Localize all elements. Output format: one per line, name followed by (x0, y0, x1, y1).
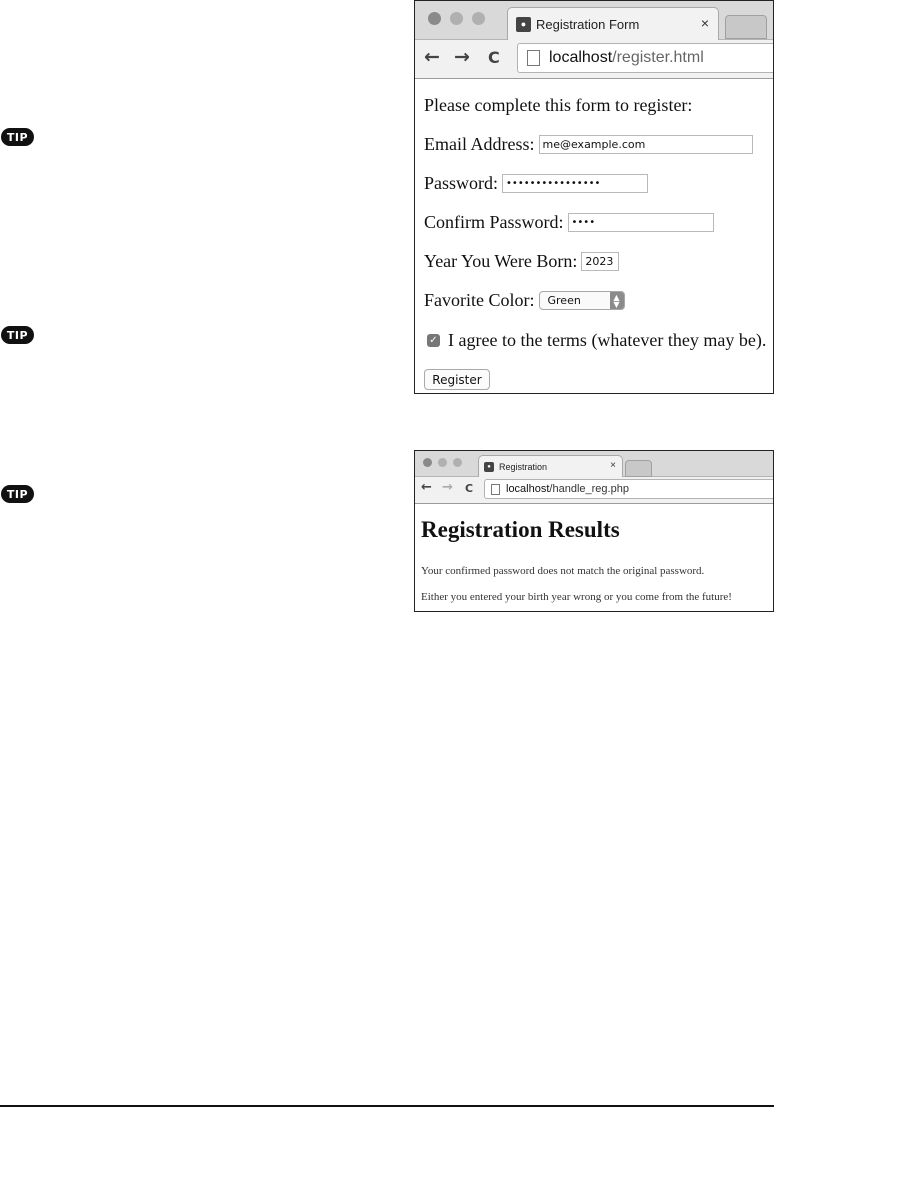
tab-registration-form[interactable] (507, 7, 719, 40)
confirm-password-row (424, 212, 714, 233)
new-tab-button[interactable] (725, 15, 767, 39)
title-bar (415, 1, 773, 40)
back-arrow-icon[interactable]: ← (424, 46, 440, 68)
password-field[interactable]: •••••••••••••••• (502, 174, 648, 193)
close-tab-icon[interactable]: × (610, 460, 616, 471)
apple-favicon-icon: ● (484, 462, 494, 472)
form-intro (424, 95, 692, 116)
tab-registration[interactable] (478, 455, 623, 477)
tip-icon: TIP (1, 128, 34, 146)
email-label: Email Address: (424, 134, 535, 154)
close-window-dot[interactable] (423, 458, 432, 467)
birth-year-message: Either you entered your birth year wrong or you come from the future! (421, 591, 732, 603)
page-icon (491, 484, 500, 495)
favorite-color-row (424, 290, 625, 311)
minimize-window-dot[interactable] (438, 458, 447, 467)
forward-arrow-icon[interactable]: → (442, 480, 453, 495)
url-path: /handle_reg.php (549, 483, 629, 495)
intro-text: Please complete this form to register: (424, 95, 693, 115)
zoom-window-dot[interactable] (453, 458, 462, 467)
password-row (424, 173, 648, 194)
reload-icon[interactable]: C (465, 482, 474, 495)
new-tab-button[interactable] (625, 460, 652, 477)
registration-form-window (414, 0, 774, 394)
password-label: Password: (424, 173, 499, 193)
terms-checkbox[interactable]: ✓ (427, 334, 440, 347)
confirm-password-label: Confirm Password: (424, 212, 564, 232)
register-button[interactable]: Register (424, 369, 490, 390)
url-host: localhost (549, 49, 613, 66)
title-bar (415, 451, 773, 477)
selected-color: Green (547, 294, 581, 307)
birth-year-label: Year You Were Born: (424, 251, 578, 271)
tip-icon: TIP (1, 485, 34, 503)
results-window (414, 450, 774, 612)
close-window-dot[interactable] (428, 12, 441, 25)
form-content (415, 78, 773, 393)
address-bar[interactable] (484, 479, 774, 499)
terms-row (424, 330, 766, 351)
url-host: localhost (506, 483, 550, 495)
tip-icon: TIP (1, 326, 34, 344)
reload-icon[interactable]: C (488, 48, 500, 67)
select-arrows-icon: ▲ ▼ (610, 292, 624, 309)
page-icon (527, 50, 540, 66)
password-mismatch-message: Your confirmed password does not match the original password. (421, 565, 705, 577)
email-field[interactable]: me@example.com (539, 135, 753, 154)
email-row (424, 134, 753, 155)
confirm-password-field[interactable]: •••• (568, 213, 714, 232)
favorite-color-select[interactable] (539, 291, 625, 310)
forward-arrow-icon[interactable]: → (454, 46, 470, 68)
favorite-color-label: Favorite Color: (424, 290, 535, 310)
address-bar[interactable] (517, 43, 774, 73)
terms-label: I agree to the terms (whatever they may be). (448, 330, 767, 350)
toolbar (415, 477, 773, 504)
birth-year-row (424, 251, 619, 272)
close-tab-icon[interactable]: × (700, 15, 709, 31)
tab-title: Registration Form (536, 16, 640, 32)
results-heading: Registration Results (421, 517, 620, 542)
back-arrow-icon[interactable]: ← (421, 480, 432, 495)
apple-favicon-icon: ● (516, 17, 531, 32)
page-footer-rule (0, 1105, 774, 1107)
minimize-window-dot[interactable] (450, 12, 463, 25)
toolbar (415, 40, 773, 79)
zoom-window-dot[interactable] (472, 12, 485, 25)
url-path: /register.html (612, 49, 704, 66)
tab-title: Registration (499, 461, 548, 472)
birth-year-field[interactable]: 2023 (581, 252, 619, 271)
results-content (415, 503, 773, 611)
